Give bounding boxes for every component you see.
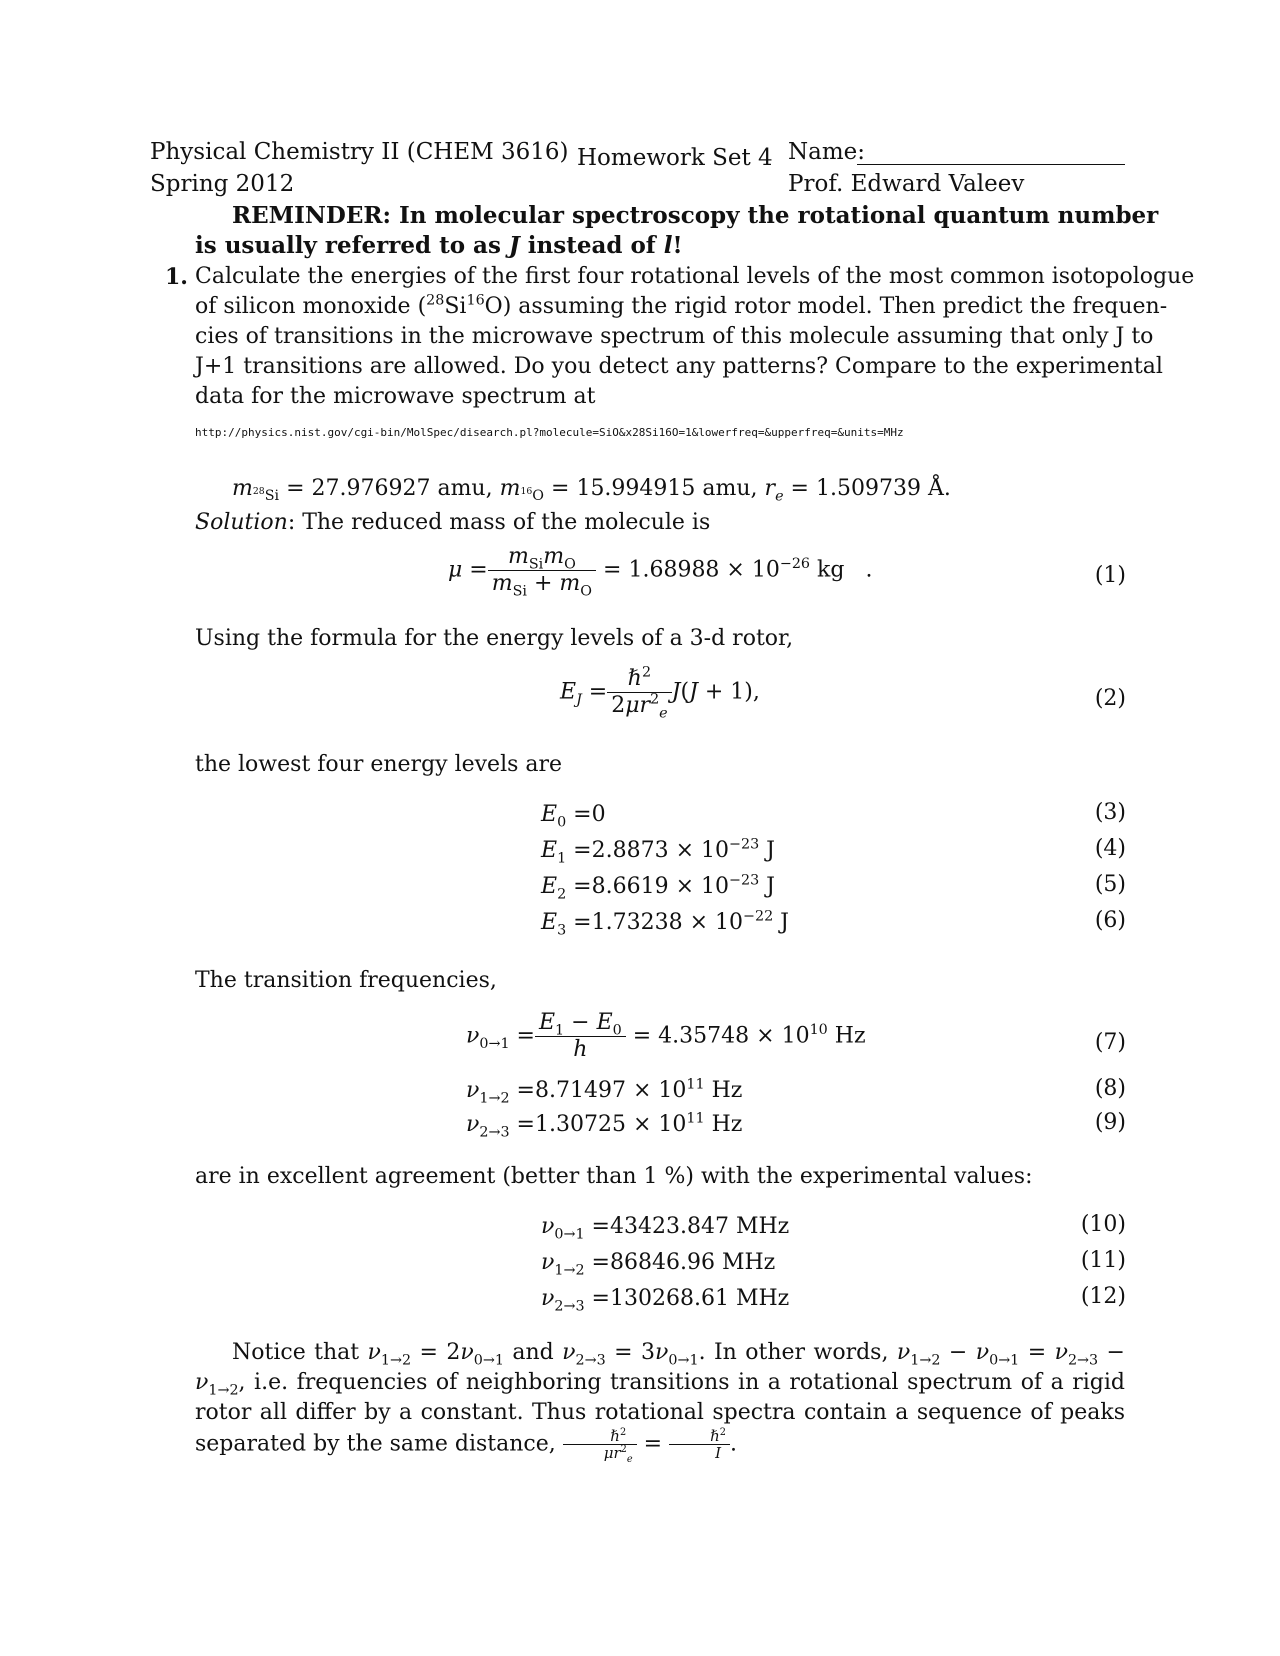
term: Spring 2012	[150, 171, 295, 197]
professor: Prof. Edward Valeev	[788, 171, 1025, 197]
energy-e2: $E_2 =8.6619 \times 10^{-23}$ J	[541, 872, 775, 903]
experimental-1-2: $\nu_{1\to 2} =86846.96$ MHz	[541, 1250, 776, 1279]
equation-energy-levels: $E_J$ = $\frac{\hbar^2}{2\mu r^2_e}$ J(J + 1),	[560, 664, 760, 722]
energy-e1: $E_1 =2.8873 \times 10^{-23}$ J	[541, 836, 775, 867]
course-title: Physical Chemistry II (CHEM 3616)	[150, 139, 569, 165]
experimental-2-3: $\nu_{2\to 3} =130268.61$ MHz	[541, 1286, 790, 1315]
levels-intro: the lowest four energy levels are	[195, 752, 563, 777]
problem-number: 1.	[165, 264, 188, 290]
problem-line5: data for the microwave spectrum at	[195, 384, 596, 409]
energy-e0: $E_0 =0$	[541, 802, 606, 831]
assignment-title: Homework Set 4	[577, 145, 773, 171]
frequency-0-1: $\nu_{0\to 1}$ = $\frac{E_1 - E_0}{h}$ = $4.35748 \times 10^{10}$ Hz	[466, 1010, 866, 1062]
equation-number-1: (1)	[1094, 563, 1126, 588]
frequency-1-2: $\nu_{1\to 2} =8.71497 \times 10^{11}$ Hz	[466, 1076, 743, 1107]
nist-url-link[interactable]: http://physics.nist.gov/cgi-bin/MolSpec/disearch.pl?molecule=SiO&x28Si16O=1&lowerfreq=&upperfreq=&units=MHz	[195, 426, 904, 439]
equation-number-3: (3)	[1094, 800, 1126, 825]
frequency-2-3: $\nu_{2\to 3} =1.30725 \times 10^{11}$ Hz	[466, 1110, 743, 1141]
energy-e3: $E_3 =1.73238 \times 10^{-22}$ J	[541, 908, 789, 939]
problem-line3: cies of transitions in the microwave spectrum of this molecule assuming that only J to	[195, 324, 1154, 349]
reminder-line1: REMINDER: In molecular spectroscopy the rotational quantum number	[232, 202, 1159, 229]
solution-intro: Solution: The reduced mass of the molecule is	[195, 510, 711, 535]
equation-number-5: (5)	[1094, 872, 1126, 897]
equation-number-8: (8)	[1094, 1076, 1126, 1101]
transitions-intro: The transition frequencies,	[195, 968, 497, 993]
equation-number-6: (6)	[1094, 908, 1126, 933]
problem-line4: J+1 transitions are allowed. Do you detect any patterns? Compare to the experimental	[195, 354, 1163, 379]
problem-line2: of silicon monoxide ($^{28}$Si$^{16}$O) assuming the rigid rotor model. Then predict the frequen-	[195, 292, 1168, 319]
equation-reduced-mass: μ = $\frac{m_{Si}m_O}{m_{Si} + m_O}$ = $1.68988 \times 10^{-26}$ kg .	[448, 544, 873, 600]
name-label: Name:	[788, 139, 866, 165]
formula-intro: Using the formula for the energy levels of a 3-d rotor,	[195, 626, 794, 651]
equation-number-7: (7)	[1094, 1030, 1126, 1055]
equation-number-10: (10)	[1080, 1212, 1126, 1237]
experimental-0-1: $\nu_{0\to 1} =43423.847$ MHz	[541, 1214, 790, 1243]
equation-number-12: (12)	[1080, 1284, 1126, 1309]
reminder-line2: is usually referred to as J instead of l!	[195, 232, 683, 259]
equation-number-9: (9)	[1094, 1110, 1126, 1135]
equation-number-4: (4)	[1094, 836, 1126, 861]
equation-number-11: (11)	[1080, 1248, 1126, 1273]
notice-paragraph: Notice that $\nu_{1\to 2} = 2\nu_{0\to 1}$ and $\nu_{2\to 3} = 3\nu_{0\to 1}$. In other words, $\nu_{1\to 2} - \nu_{0\to 1} = \nu_{2\to 3} - \nu_{1\to 2}$, i.e. frequencies of neighboring transitions in a rotational spectrum of a rigid rotor all differ by a constant. Thus rotational spectra contain a sequence of peaks separated by the same distance, $\frac{\hbar^2}{\mu r^2_e}$ = $\frac{\hbar^2}{I}$ .	[195, 1340, 1125, 1465]
agreement-text: are in excellent agreement (better than 1 %) with the experimental values:	[195, 1164, 1033, 1189]
name-field-line	[857, 164, 1125, 165]
equation-number-2: (2)	[1094, 686, 1126, 711]
problem-line1: Calculate the energies of the first four rotational levels of the most common isotopologue	[195, 264, 1195, 289]
constants-line: $m_{^{28}Si} = 27.976927$ amu, $m_{^{16}O} = 15.994915$ amu, $r_e = 1.509739$ Å.	[232, 476, 951, 505]
